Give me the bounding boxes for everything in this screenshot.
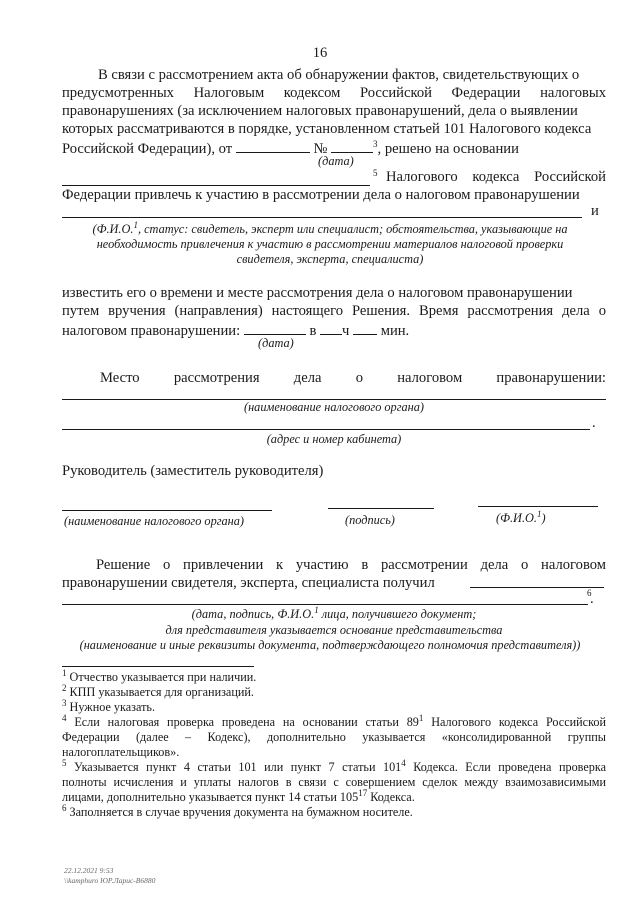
place-caption-address: (адрес и номер кабинета) [266,432,402,446]
head-caption-org: (наименование налогового органа) [64,514,245,528]
footnote-3 [62,697,156,715]
number-sign: № [313,141,328,157]
p2-hour-unit: ч [342,323,350,339]
footnote-4-text-b: Налогового кодекса Российской [423,715,606,729]
footnote-5-line-1 [62,757,606,775]
footnote-2 [62,682,254,700]
footnote-ref-1c: 1 [314,604,319,615]
p2-line-1: известить его о времени и месте рассмотрения дела о налоговом правонарушении [62,285,573,301]
footnote-6 [62,802,413,820]
person-caption-rest: , статус: свидетель, эксперт или специалист; обстоятельства, указывающие на [137,222,568,236]
p1-line-2: предусмотренных Налоговым кодексом Российской Федерации налоговых [62,85,606,101]
place-address-field-line[interactable] [62,429,590,430]
head-caption-fio-end: ) [541,511,546,525]
received-line-2: правонарушении свидетеля, эксперта, специалиста получил [62,575,435,591]
footnote-5-num: 5 [62,757,67,768]
p1-line-6: Налогового кодекса Российской [386,169,606,185]
person-caption-fio: (Ф.И.О. [92,222,134,236]
footnote-1 [62,667,257,685]
page-number: 16 [312,45,328,61]
received-caption-1a: (дата, подпись, Ф.И.О. [191,607,315,621]
footnote-4-text-a: Если налоговая проверка проведена на основании статьи 89 [66,715,419,729]
p1-and: и [591,203,599,219]
print-stamp-line-1: 22.12.2021 9:53 [64,866,114,875]
head-caption-fio-text: (Ф.И.О. [496,511,537,525]
place-caption-org: (наименование налогового органа) [243,400,425,414]
p2-line-3 [62,320,409,340]
footnote-5-text-b: Кодекса. Если проведена проверка [405,760,606,774]
head-org-field-line[interactable] [62,510,272,511]
person-caption-line-3: свидетеля, эксперта, специалиста) [236,252,424,266]
p1-line-5 [62,138,519,158]
head-caption-sign: (подпись) [345,513,395,527]
head-caption-fio [496,508,546,526]
minute-field[interactable] [353,320,377,335]
p1-line-3: правонарушениях (за исключением налоговых правонарушений, дела о выявлении [62,103,578,119]
footnote-4-line-2: Федерации (далее – Кодекс), дополнительно указывается «консолидированной группы [62,730,606,744]
person-field-line[interactable] [62,217,582,218]
footnote-1-num: 1 [62,667,67,678]
footnote-2-num: 2 [62,682,67,693]
footnote-6-num: 6 [62,802,67,813]
print-stamp-line-2: \\kamphuro ЮР.Лаpuc-В6880 [64,876,156,885]
footnote-2-text: КПП указывается для организаций. [66,685,254,699]
received-caption-3: (наименование и иные реквизиты документа, подтверждающего полномочия представителя)) [79,638,581,652]
p1-line-4: которых рассматриваются в порядке, установленном статьей 101 Налогового кодекса [62,121,592,137]
footnote-5-text-c: лицами, дополнительно указывается пункт 14 статьи 105 [62,790,359,804]
footnote-4-line-3: налогоплательщиков». [62,745,180,759]
person-caption-line-1 [40,219,620,237]
p1-line-5-end: , решено на основании [377,141,519,157]
received-field-line-1[interactable] [470,587,604,588]
head-title: Руководитель (заместитель руководителя) [62,463,324,479]
p2-at: в [309,323,317,339]
footnote-5-sup: 4 [401,757,406,768]
head-sign-field-line[interactable] [328,508,434,509]
footnote-4-num: 4 [62,712,67,723]
footnote-4-line-1 [62,712,606,730]
p1-line-7: Федерации привлечь к участию в рассмотрении дела о налоговом правонарушении [62,187,580,203]
p2-line-2: путем вручения (направления) настоящего Решения. Время рассмотрения дела о [62,303,606,319]
p1-line-5-start: Российской Федерации), от [62,141,233,157]
footnote-ref-6: 6 [587,588,592,598]
date-field[interactable] [236,138,310,153]
footnote-ref-3: 3 [373,139,378,150]
p1-line-1: В связи с рассмотрением акта об обнаружении фактов, свидетельствующих о [98,67,580,83]
footnote-5-text-d: Кодекса. [367,790,415,804]
place-period: . [592,415,596,431]
footnote-ref-5: 5 [373,168,378,178]
footnote-6-text: Заполняется в случае вручения документа на бумажном носителе. [66,805,413,819]
number-field[interactable] [331,138,373,153]
footnote-separator [62,666,254,667]
footnote-3-num: 3 [62,697,67,708]
received-period: . [590,591,594,607]
footnote-5-line-3 [62,787,415,805]
footnote-ref-1: 1 [133,219,138,230]
footnote-5-text-a: Указывается пункт 4 статьи 101 или пункт 7 статьи 101 [66,760,402,774]
hour-field[interactable] [320,320,342,335]
p2-minute-unit: мин. [380,323,410,339]
footnote-4-sup: 1 [418,712,424,723]
place-line: Место рассмотрения дела о налоговом правонарушении: [100,370,606,386]
date-caption-1: (дата) [318,154,354,168]
person-caption-line-2: необходимость привлечения к участию в рассмотрении материалов налоговой проверки [96,237,564,251]
footnote-3-text: Нужное указать. [66,700,156,714]
p2-line-3-start: налоговом правонарушении: [62,323,241,339]
received-line-1: Решение о привлечении к участию в рассмотрении дела о налоговом [96,557,606,573]
footnote-5-line-2: полноты исчисления и уплаты налогов в связи с совершением сделок между взаимозависимыми [62,775,606,789]
footnote-1-text: Отчество указывается при наличии. [66,670,257,684]
date-caption-2: (дата) [258,336,294,350]
hearing-date-field[interactable] [244,320,306,335]
received-caption-2: для представителя указывается основание представительства [165,623,503,637]
received-caption-1 [62,604,606,622]
received-field-line-2[interactable] [62,604,588,605]
footnote-ref-1b: 1 [536,508,542,519]
received-caption-1b: лица, получившего документ; [318,607,477,621]
head-fio-field-line[interactable] [478,506,598,507]
footnote-5-sup-2: 17 [358,787,368,798]
